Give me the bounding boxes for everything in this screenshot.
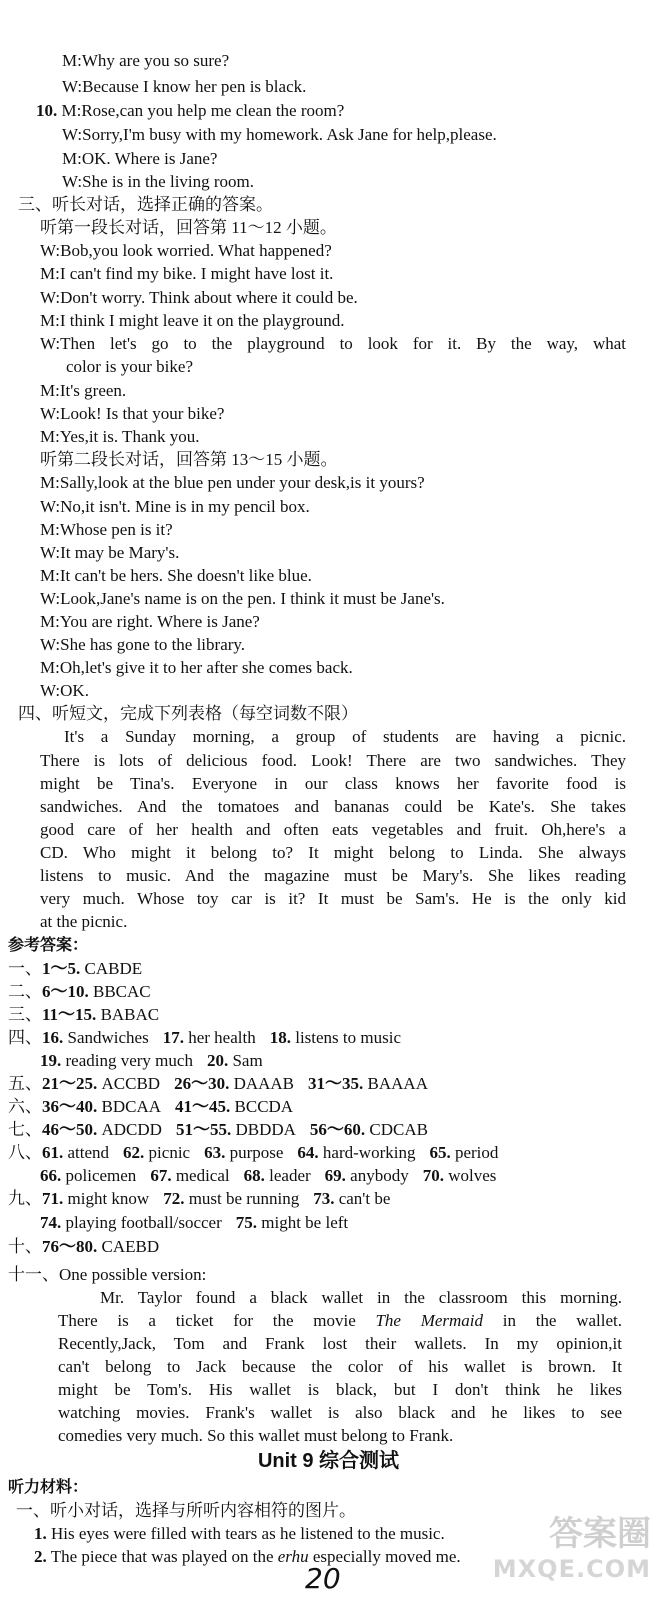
- dialogue-line: W:No,it isn't. Mine is in my pencil box.: [40, 497, 310, 516]
- dialogue-line: W:Because I know her pen is black.: [62, 77, 307, 96]
- dialogue-line: W:Don't worry. Think about where it could be.: [40, 288, 358, 307]
- question-text: The piece that was played on the: [46, 1547, 278, 1566]
- essay-line: Mr. Taylor found a black wallet in the classroom this morning.: [100, 1288, 622, 1307]
- answer-value: CAEBD: [97, 1237, 160, 1256]
- question-10: [36, 100, 344, 122]
- answer-number: 21～25.: [42, 1074, 98, 1093]
- passage-line: There is lots of delicious food. Look! There are two sandwiches. They: [40, 751, 626, 770]
- answer-value: ADCDD: [97, 1120, 162, 1139]
- answer-row: [40, 1212, 348, 1234]
- answer-item: [8, 1028, 149, 1047]
- answer-number: 68.: [243, 1166, 265, 1185]
- passage-line: It's a Sunday morning, a group of students are having a picnic.: [64, 727, 626, 746]
- answer-item: [204, 1143, 283, 1162]
- answer-value: BAAAA: [363, 1074, 428, 1093]
- answer-number: 69.: [324, 1166, 346, 1185]
- question-text: His eyes were filled with tears as he listened to the music.: [46, 1524, 445, 1543]
- dialogue-line: W:She has gone to the library.: [40, 635, 246, 654]
- dialogue-line: M:Whose pen is it?: [40, 520, 173, 539]
- answer-value: her health: [183, 1028, 256, 1047]
- answer-item: [8, 982, 151, 1001]
- question-1: [34, 1523, 445, 1545]
- answer-number: 46～50.: [42, 1120, 98, 1139]
- answer-item: [8, 1189, 149, 1208]
- answer-number: 75.: [235, 1213, 258, 1232]
- answer-value: wolves: [443, 1166, 497, 1185]
- dialogue-line: W:It may be Mary's.: [40, 543, 180, 562]
- answer-value: ACCBD: [97, 1074, 161, 1093]
- answer-item: [175, 1097, 293, 1116]
- answer-section-label: 十、: [8, 1237, 42, 1256]
- part-intro: 听第一段长对话，回答第 11～12 小题。: [40, 218, 337, 237]
- answer-value: BBCAC: [88, 982, 151, 1001]
- section-heading: 三、听长对话，选择正确的答案。: [18, 195, 273, 214]
- answer-item: [8, 1120, 162, 1139]
- passage-line: listens to music. And the magazine must be Mary's. She likes reading: [40, 866, 626, 885]
- answer-number: 56～60.: [309, 1120, 366, 1139]
- passage-line: very much. Whose toy car is it? It must be Sam's. He is the only kid: [40, 889, 626, 908]
- dialogue-line: W:Sorry,I'm busy with my homework. Ask Jane for help,please.: [62, 125, 497, 144]
- answer-number: 26～30.: [174, 1074, 230, 1093]
- answer-number: 64.: [297, 1143, 319, 1162]
- answer-item: [123, 1143, 190, 1162]
- answer-number: 11～15.: [42, 1005, 97, 1024]
- answer-value: BCCDA: [230, 1097, 294, 1116]
- essay-line: Recently,Jack, Tom and Frank lost their wallets. In my opinion,it: [58, 1334, 622, 1353]
- answer-item: [150, 1166, 229, 1185]
- answer-value: DBDDA: [231, 1120, 296, 1139]
- answer-number: 74.: [40, 1213, 62, 1232]
- answer-value: BABAC: [96, 1005, 160, 1024]
- answer-row: [8, 1027, 401, 1049]
- answer-number: 76～80.: [42, 1237, 98, 1256]
- answer-value: purpose: [225, 1143, 284, 1162]
- essay-line: can't belong to Jack because the color of his wallet is brown. It: [58, 1357, 622, 1376]
- passage-line: good care of her health and often eats vegetables and fruit. Oh,here's a: [40, 820, 626, 839]
- answer-section-label: 八、: [8, 1143, 42, 1162]
- answer-number: 73.: [313, 1189, 335, 1208]
- answer-value: Sandwiches: [63, 1028, 149, 1047]
- answer-value: hard-working: [318, 1143, 416, 1162]
- watermark-logo: [491, 1514, 651, 1594]
- answer-value: might know: [63, 1189, 150, 1208]
- passage-line: sandwiches. And the tomatoes and bananas could be Kate's. She takes: [40, 797, 626, 816]
- answer-number: 36～40.: [42, 1097, 98, 1116]
- answer-item: [236, 1213, 348, 1232]
- dialogue-line: W:Look! Is that your bike?: [40, 404, 225, 423]
- answer-value: must be running: [184, 1189, 300, 1208]
- answer-item: [40, 1051, 193, 1070]
- dialogue-line: W:Then let's go to the playground to look for it. By the way, what: [40, 334, 626, 353]
- answer-number: 67.: [150, 1166, 172, 1185]
- answer-number: 17.: [162, 1028, 184, 1047]
- dialogue-line: M:OK. Where is Jane?: [62, 149, 218, 168]
- answer-value: medical: [171, 1166, 230, 1185]
- answer-number: 31～35.: [308, 1074, 364, 1093]
- answer-row: [40, 1050, 263, 1072]
- unit-title: Unit 9 综合测试: [257, 1450, 400, 1472]
- dialogue-line: M:Oh,let's give it to her after she comes back.: [40, 658, 353, 677]
- answer-row: [8, 1188, 390, 1210]
- answer-section-label: 七、: [8, 1120, 42, 1139]
- answer-number: 65.: [429, 1143, 451, 1162]
- answer-row: [8, 1004, 159, 1026]
- answer-row: [8, 958, 142, 980]
- answer-number: 63.: [204, 1143, 226, 1162]
- answer-value: CDCAB: [365, 1120, 428, 1139]
- answer-item: [8, 1074, 160, 1093]
- dialogue-line: W:Look,Jane's name is on the pen. I think it must be Jane's.: [40, 589, 445, 608]
- dialogue-line: M:It can't be hers. She doesn't like blue.: [40, 566, 312, 585]
- question-number: 2.: [34, 1547, 47, 1566]
- answer-row: [8, 981, 151, 1003]
- answer-number: 16.: [42, 1028, 64, 1047]
- answer-value: anybody: [345, 1166, 409, 1185]
- answer-number: 70.: [422, 1166, 444, 1185]
- passage-line: at the picnic.: [40, 912, 128, 931]
- answer-value: Sam: [228, 1051, 263, 1070]
- materials-label: 听力材料：: [8, 1477, 89, 1496]
- page-number: 20: [305, 1562, 341, 1595]
- dialogue-line: M:I can't find my bike. I might have lost it.: [40, 264, 334, 283]
- answer-item: [8, 1005, 159, 1024]
- answer-number: 41～45.: [175, 1097, 231, 1116]
- answer-item: [174, 1074, 294, 1093]
- dialogue-line: M:Sally,look at the blue pen under your desk,is it yours?: [40, 473, 425, 492]
- answer-item: [308, 1074, 428, 1093]
- answer-section-label: 五、: [8, 1074, 42, 1093]
- answer-value: picnic: [144, 1143, 191, 1162]
- answer-row: [8, 1119, 428, 1141]
- answer-number: 62.: [123, 1143, 145, 1162]
- answer-value: period: [450, 1143, 499, 1162]
- answer-row: [8, 1236, 159, 1258]
- answer-item: [8, 1143, 109, 1162]
- answer-value: listens to music: [290, 1028, 401, 1047]
- answer-item: [310, 1120, 428, 1139]
- dialogue-line: M:Rose,can you help me clean the room?: [61, 101, 345, 120]
- answer-number: 20.: [206, 1051, 229, 1070]
- answer-row: [40, 1165, 496, 1187]
- answer-value: might be left: [257, 1213, 349, 1232]
- part-intro: 听第二段长对话，回答第 13～15 小题。: [40, 450, 338, 469]
- answer-item: [40, 1213, 222, 1232]
- answer-item: [313, 1189, 390, 1208]
- answer-item: [244, 1166, 311, 1185]
- dialogue-line: W:Bob,you look worried. What happened?: [40, 241, 332, 260]
- essay-line: watching movies. Frank's wallet is also black and he likes to see: [58, 1403, 622, 1422]
- answer-item: [8, 959, 142, 978]
- essay-line: might be Tom's. His wallet is black, but I don't think he likes: [58, 1380, 622, 1399]
- answer-row: [8, 1096, 293, 1118]
- answer-item: [429, 1143, 498, 1162]
- answer-number: 51～55.: [175, 1120, 232, 1139]
- watermark-text: 答案圈: [549, 1514, 651, 1554]
- dialogue-line: M:It's green.: [40, 381, 127, 400]
- answer-number: 19.: [40, 1051, 62, 1070]
- answer-item: [163, 1189, 299, 1208]
- question-italic-word: erhu: [277, 1547, 309, 1566]
- watermark-url: MXQE.COM: [492, 1555, 651, 1583]
- answer-value: leader: [264, 1166, 311, 1185]
- answer-value: DAAAB: [229, 1074, 295, 1093]
- passage-line: might be Tina's. Everyone in our class knows her favorite food is: [40, 774, 626, 793]
- answer-item: [207, 1051, 263, 1070]
- answer-section-label: 九、: [8, 1189, 42, 1208]
- dialogue-line: color is your bike?: [66, 357, 193, 376]
- question-number: 1.: [34, 1524, 47, 1543]
- question-number: 10.: [36, 101, 58, 120]
- section-heading: 四、听短文，完成下列表格（每空词数不限）: [18, 704, 358, 723]
- answer-section-label: 四、: [8, 1028, 42, 1047]
- essay-line: There is a ticket for the movie The Mermaid in the wallet.: [58, 1311, 622, 1330]
- answer-item: [8, 1097, 161, 1116]
- answer-value: reading very much: [61, 1051, 193, 1070]
- answer-number: 1～5.: [42, 959, 81, 978]
- dialogue-line: M:Yes,it is. Thank you.: [40, 427, 200, 446]
- answer-item: [40, 1166, 136, 1185]
- dialogue-line: W:She is in the living room.: [62, 172, 255, 191]
- answer-number: 72.: [163, 1189, 185, 1208]
- answer-item: [163, 1028, 256, 1047]
- question-text: especially moved me.: [308, 1547, 461, 1566]
- answer-number: 71.: [42, 1189, 64, 1208]
- question-2: [34, 1546, 461, 1568]
- answer-value: CABDE: [80, 959, 143, 978]
- dialogue-line: M:I think I might leave it on the playground.: [40, 311, 345, 330]
- answer-number: 18.: [269, 1028, 291, 1047]
- passage-line: CD. Who might it belong to? It might belong to Linda. She always: [40, 843, 626, 862]
- section-heading: 一、听小对话，选择与所听内容相符的图片。: [16, 1501, 356, 1520]
- answer-number: 66.: [40, 1166, 62, 1185]
- answer-item: [297, 1143, 415, 1162]
- answer-value: can't be: [334, 1189, 391, 1208]
- movie-title: The Mermaid: [375, 1311, 484, 1330]
- answer-value: BDCAA: [97, 1097, 162, 1116]
- answers-heading: 参考答案：: [8, 935, 89, 954]
- answer-item: [325, 1166, 409, 1185]
- answer-section-label: 六、: [8, 1097, 42, 1116]
- answer-value: attend: [63, 1143, 110, 1162]
- answer-number: 61.: [42, 1143, 64, 1162]
- answer-item: [270, 1028, 401, 1047]
- dialogue-line: W:OK.: [40, 681, 89, 700]
- answer-value: policemen: [61, 1166, 137, 1185]
- dialogue-line: M:Why are you so sure?: [62, 51, 230, 70]
- answer-section-label: 三、: [8, 1005, 42, 1024]
- essay-line: comedies very much. So this wallet must belong to Frank.: [58, 1426, 454, 1445]
- answer-section-label: 一、: [8, 959, 42, 978]
- answer-item: [423, 1166, 497, 1185]
- essay-label: 十一、One possible version:: [8, 1265, 207, 1284]
- answer-item: [176, 1120, 296, 1139]
- dialogue-line: M:You are right. Where is Jane?: [40, 612, 260, 631]
- answer-item: [8, 1237, 159, 1256]
- answer-number: 6～10.: [42, 982, 89, 1001]
- answer-section-label: 二、: [8, 982, 42, 1001]
- answer-row: [8, 1073, 428, 1095]
- answer-row: [8, 1142, 498, 1164]
- answer-value: playing football/soccer: [61, 1213, 222, 1232]
